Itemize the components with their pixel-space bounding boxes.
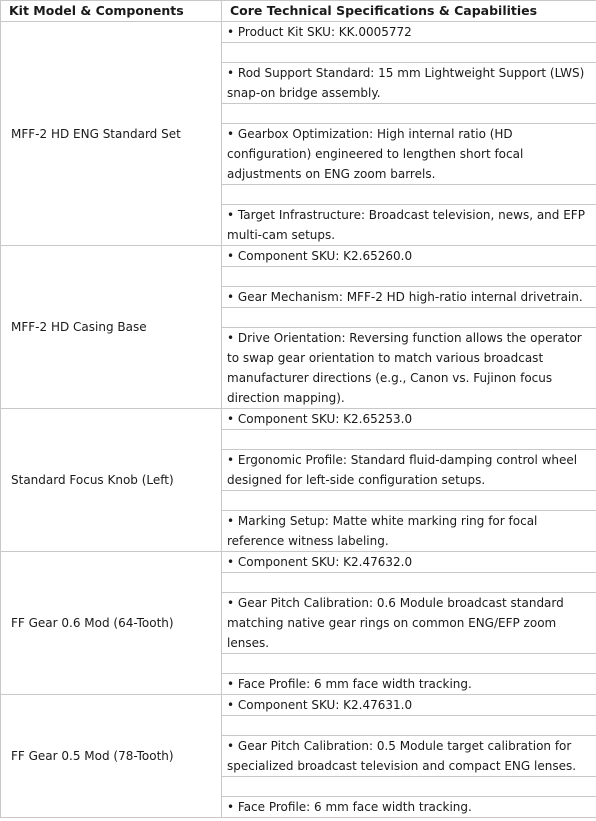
column-header-specs: Core Technical Specifications & Capabilities bbox=[222, 1, 596, 22]
spec-cell: • Component SKU: K2.65253.0 bbox=[222, 409, 596, 430]
spec-cell: • Gear Mechanism: MFF-2 HD high-ratio internal drivetrain. bbox=[222, 287, 596, 308]
spec-cell: • Gear Pitch Calibration: 0.5 Module target calibration for specialized broadcast television and compact ENG lenses. bbox=[222, 736, 596, 777]
spec-cell: • Component SKU: K2.47631.0 bbox=[222, 695, 596, 716]
spec-cell: • Component SKU: K2.65260.0 bbox=[222, 246, 596, 267]
column-header-model: Kit Model & Components bbox=[1, 1, 222, 22]
model-cell: FF Gear 0.6 Mod (64-Tooth) bbox=[1, 552, 222, 695]
spec-cell: • Face Profile: 6 mm face width tracking. bbox=[222, 674, 596, 695]
spacer-cell bbox=[222, 573, 596, 593]
spec-cell: • Marking Setup: Matte white marking ring for focal reference witness labeling. bbox=[222, 511, 596, 552]
header-row bbox=[1, 1, 596, 22]
spec-cell: • Gear Pitch Calibration: 0.6 Module broadcast standard matching native gear rings on common ENG/EFP zoom lenses. bbox=[222, 593, 596, 654]
spacer-cell bbox=[222, 308, 596, 328]
spacer-cell bbox=[222, 104, 596, 124]
spacer-cell bbox=[222, 43, 596, 63]
spacer-cell bbox=[222, 491, 596, 511]
spec-cell: • Rod Support Standard: 15 mm Lightweight Support (LWS) snap-on bridge assembly. bbox=[222, 63, 596, 104]
spacer-cell bbox=[222, 716, 596, 736]
spacer-cell bbox=[222, 654, 596, 674]
spec-cell: • Gearbox Optimization: High internal ratio (HD configuration) engineered to lengthen short focal adjustments on ENG zoom barrels. bbox=[222, 124, 596, 185]
spacer-cell bbox=[222, 777, 596, 797]
spec-cell: • Drive Orientation: Reversing function allows the operator to swap gear orientation to match various broadcast manufacturer directions (e.g., Canon vs. Fujinon focus direction mapping). bbox=[222, 328, 596, 409]
spec-cell: • Component SKU: K2.47632.0 bbox=[222, 552, 596, 573]
model-cell: Standard Focus Knob (Left) bbox=[1, 409, 222, 552]
model-cell: MFF-2 HD ENG Standard Set bbox=[1, 22, 222, 246]
spec-cell: • Product Kit SKU: KK.0005772 bbox=[222, 22, 596, 43]
spacer-cell bbox=[222, 185, 596, 205]
model-cell: FF Gear 0.5 Mod (78-Tooth) bbox=[1, 695, 222, 818]
spec-cell: • Target Infrastructure: Broadcast television, news, and EFP multi-cam setups. bbox=[222, 205, 596, 246]
model-cell: MFF-2 HD Casing Base bbox=[1, 246, 222, 409]
spacer-cell bbox=[222, 430, 596, 450]
spec-cell: • Ergonomic Profile: Standard fluid-damping control wheel designed for left-side configuration setups. bbox=[222, 450, 596, 491]
spec-cell: • Face Profile: 6 mm face width tracking. bbox=[222, 797, 596, 818]
spacer-cell bbox=[222, 267, 596, 287]
